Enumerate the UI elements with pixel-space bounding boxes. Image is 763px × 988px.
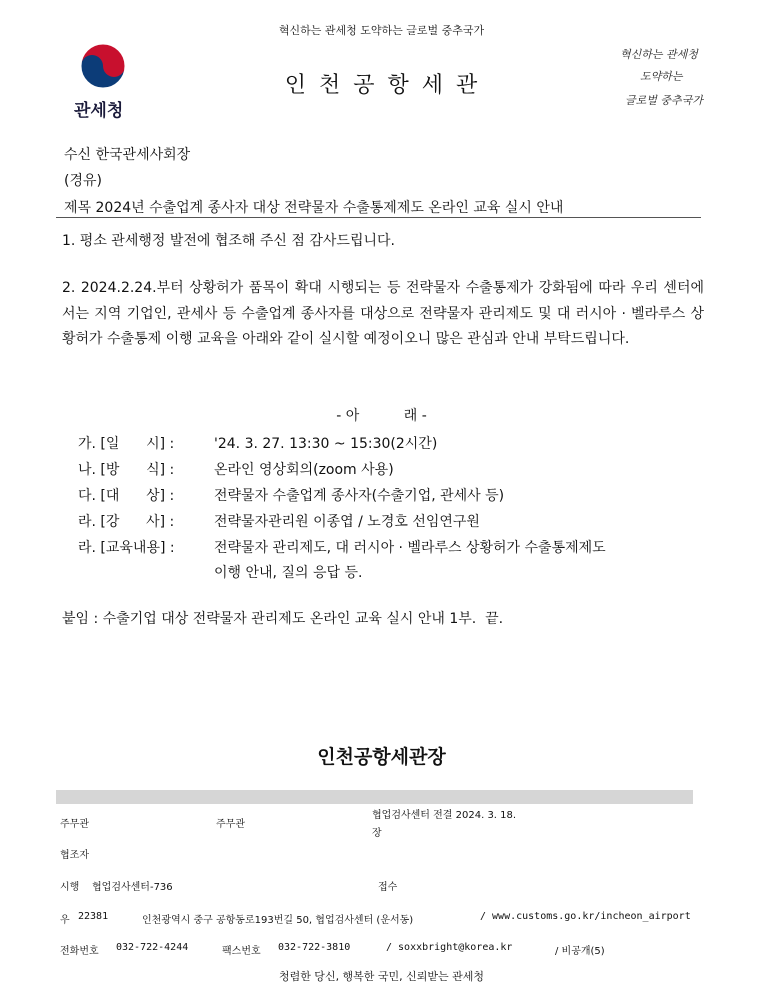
paragraph-1: 1. 평소 관세행정 발전에 협조해 주신 점 감사드립니다. <box>62 233 395 249</box>
below-heading: - 아 래 - <box>336 408 427 424</box>
header-motto: 혁신하는 관세청 도약하는 글로벌 중추국가 <box>278 24 485 37</box>
attachment-line: 붙임 : 수출기업 대상 전략물자 관리제도 온라인 교육 실시 안내 1부. 끝. <box>62 611 504 627</box>
cooperator-label: 협조자 <box>60 850 89 861</box>
email-link[interactable]: / soxxbright@korea.kr <box>386 942 513 953</box>
slogan-line-1: 혁신하는 관세청 <box>620 48 698 61</box>
item-label-method: 나. [방 식] : <box>78 462 175 478</box>
receipt-label: 접수 <box>378 882 398 893</box>
item-label-target: 다. [대 상] : <box>78 488 175 504</box>
slogan-line-2: 도약하는 <box>640 70 683 83</box>
approval-role-2: 주무관 <box>216 819 245 830</box>
enforce-value: 협업검사센터-736 <box>92 882 173 893</box>
postal-code: 22381 <box>78 911 109 922</box>
postal-prefix: 우 <box>60 915 70 926</box>
slogan-line-3: 글로벌 중추국가 <box>625 94 703 107</box>
item-value-content: 전략물자 관리제도, 대 러시아 · 벨라루스 상황허가 수출통제제도 <box>214 540 606 556</box>
item-value-date: '24. 3. 27. 13:30 ~ 15:30(2시간) <box>214 436 438 452</box>
signature-title: 인천공항세관장 <box>317 746 446 768</box>
address: 인천광역시 중구 공항동로193번길 50, 협업검사센터 (운서동) <box>142 915 414 926</box>
disclosure-status: / 비공개(5) <box>555 946 605 957</box>
paragraph-2: 2. 2024.2.24.부터 상황허가 품목이 확대 시행되는 등 전략물자 수출통제가 강화됨에 따라 우리 센터에서는 지역 기업인, 관세사 등 수출업계 종사자를 대상으로 전략물자 관리제도 및 대 러시아 · 벨라루스 상황허가 수출통제 이행 교육을 아래와 같이 실시할 예정이오니 많은 관심과 안내 부탁드립니다. <box>62 280 704 347</box>
fax-label: 팩스번호 <box>222 946 261 957</box>
subject-divider <box>56 217 701 218</box>
agency-logo-text: 관세청 <box>74 101 124 121</box>
website-link[interactable]: / www.customs.go.kr/incheon_airport <box>480 911 691 922</box>
item-label-content: 라. [교육내용] : <box>78 540 175 556</box>
item-value-content-cont: 이행 안내, 질의 응답 등. <box>214 565 363 581</box>
approval-role-1: 주무관 <box>60 819 89 830</box>
fax-number: 032-722-3810 <box>278 942 351 953</box>
approval-final-2: 장 <box>372 828 382 839</box>
phone-number: 032-722-4244 <box>116 942 189 953</box>
slogan-calligraphy <box>600 40 710 120</box>
enforce-label: 시행 <box>60 882 80 893</box>
organization-title: 인천공항세관 <box>284 73 491 98</box>
approval-final: 협업검사센터 전결 2024. 3. 18. <box>372 810 517 821</box>
recipient-line: 수신 한국관세사회장 <box>64 147 191 163</box>
item-label-date: 가. [일 시] : <box>78 436 175 452</box>
approval-header-band <box>56 790 693 804</box>
phone-label: 전화번호 <box>60 946 99 957</box>
footer-slogan: 청렴한 당신, 행복한 국민, 신뢰받는 관세청 <box>278 970 485 983</box>
via-line: (경유) <box>64 173 102 189</box>
item-value-method: 온라인 영상회의(zoom 사용) <box>214 462 394 478</box>
subject-line: 제목 2024년 수출업계 종사자 대상 전략물자 수출통제제도 온라인 교육 실시 안내 <box>64 200 564 216</box>
item-value-target: 전략물자 수출업계 종사자(수출기업, 관세사 등) <box>214 488 505 504</box>
item-label-instructor: 라. [강 사] : <box>78 514 175 530</box>
item-value-instructor: 전략물자관리원 이종엽 / 노경호 선임연구원 <box>214 514 480 530</box>
